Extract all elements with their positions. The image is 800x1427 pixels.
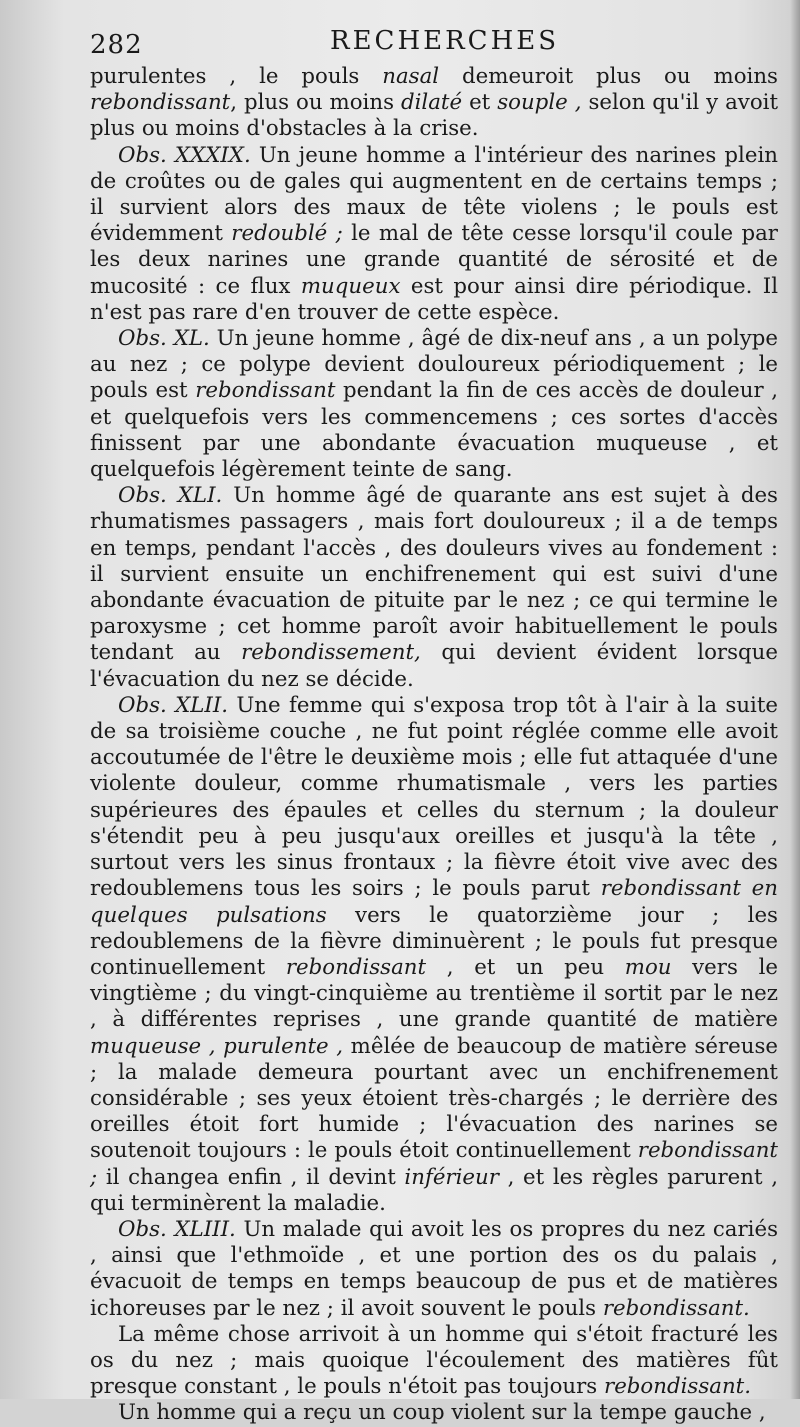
text-run: Un malade qui avoit les os propres du nez cariés , ainsi que l'ethmoïde , et une portion des os du palais , évacuoit de temps en temps beaucoup de pus et de matières ichoreuses par le nez ; il avoit souvent le pouls [90, 1216, 778, 1321]
text-run: , et les règles parurent , qui terminèrent la maladie. [90, 1164, 778, 1216]
observation-label: Obs. XXXIX. [118, 142, 251, 168]
paragraph-obs-xlii [90, 693, 778, 1217]
page-number: 282 [90, 30, 143, 60]
paragraph-obs-xliii [90, 1217, 778, 1322]
italic-term: nasal [382, 64, 440, 89]
text-run: , et un peu [426, 954, 625, 980]
italic-term: rebondissant. [604, 1374, 752, 1400]
paragraph-same-thing [90, 1322, 778, 1401]
text-run: vers le quatorzième jour ; les redoublemens de la fièvre diminuèrent ; le pouls fut presque continuellement [90, 902, 778, 980]
italic-term: rebondissant. [602, 1295, 750, 1321]
italic-term: rebondissant [285, 954, 427, 980]
paragraph-obs-xl [90, 326, 778, 483]
observation-label: Obs. XLII. [118, 692, 229, 718]
italic-term: rebondissant [90, 90, 231, 116]
text-run: selon qu'il y avoit plus ou moins d'obstacles à la crise. [90, 90, 779, 142]
running-head [90, 22, 772, 62]
paragraph-obs-xli [90, 483, 778, 693]
italic-term: rebondissant ; [90, 1138, 778, 1190]
text-run: purulentes , le pouls [90, 64, 383, 89]
text-run: demeuroit plus ou moins [439, 64, 778, 89]
text-run: il changea enfin , il devint [97, 1164, 405, 1190]
italic-term: muqueuse , purulente , [90, 1033, 344, 1059]
text-run: Une femme qui s'exposa trop tôt à l'air à la suite de sa troisième couche , ne fut point réglée comme elle avoit accoutumée de l'être le deuxième mois ; elle fut attaquée d'une violente douleur, comme rhumatismale , vers les parties supérieures des épaules et celles du sternum ; la douleur s'étendit peu à peu jusqu'aux oreilles et jusqu'à la tête , surtout vers les sinus frontaux ; la fièvre étoit vive avec des redoublemens tous les soirs ; le pouls parut [90, 692, 779, 902]
observation-label: Obs. XLI. [118, 483, 223, 509]
text-run: , plus ou moins [230, 90, 401, 116]
text-run: le mal de tête cesse lorsqu'il coule par les deux narines une grande quantité de sérosité et de mucosité : ce flux [90, 221, 778, 299]
text-run: Un homme qui a reçu un coup violent sur la tempe gauche , [118, 1400, 766, 1426]
observation-label: Obs. XL. [118, 326, 210, 352]
italic-term: inférieur [404, 1164, 499, 1190]
italic-term: muqueux [300, 273, 401, 299]
italic-term: souple , [497, 90, 582, 116]
text-run: mêlée de beaucoup de matière séreuse ; la malade demeura pourtant avec un enchifrenement considérable ; ses yeux étoient très-chargés ; le derrière des oreilles étoit fort humide ; l'évacuation des narines se soutenoit toujours : le pouls étoit continuellement [90, 1033, 778, 1164]
text-run: et [462, 90, 498, 116]
text-run: qui devient évident lorsque l'évacuation du nez se décide. [90, 640, 778, 692]
text-run: Un jeune homme , âgé de dix-neuf ans , a un polype au nez ; ce polype devient douloureux périodiquement ; le pouls est [90, 326, 778, 404]
italic-term: mou [624, 954, 672, 980]
italic-term: rebondissement, [241, 640, 421, 666]
text-run: est pour ainsi dire périodique. Il n'est pas rare d'en trouver de cette espèce. [90, 273, 778, 325]
text-run: Un jeune homme a l'intérieur des narines plein de croûtes ou de gales qui augmentent en de certains temps ; il survient alors des maux de tête violens ; le pouls est évidemment [90, 142, 778, 247]
running-title: RECHERCHES [330, 26, 560, 56]
text-run: vers le vingtième ; du vingt-cinquième au trentième il sortit par le nez , à différentes reprises , une grande quantité de matière [90, 954, 778, 1033]
text-run: Un homme âgé de quarante ans est sujet à des rhumatismes passagers , mais fort douloureux ; il a de temps en temps, pendant l'accès , des douleurs vives au fondement : il survient ensuite un enchifrenement qui est suivi d'une abondante évacuation de pituite par le nez ; ce qui termine le paroxysme ; cet homme paroît avoir habituellement le pouls tendant au [90, 483, 778, 666]
text-run: pendant la fin de ces accès de douleur , et quelquefois vers les commencemens ; ces sortes d'accès finissent par une abondante évacuation muqueuse , et quelquefois légèrement teinte de sang. [90, 378, 778, 483]
paragraph-next-case [90, 1400, 778, 1426]
body-text [90, 64, 778, 1427]
italic-term: redoublé ; [231, 221, 343, 247]
text-run: La même chose arrivoit à un homme qui s'étoit fracturé les os du nez ; mais quoique l'écoulement des matières fût presque constant , le pouls n'étoit pas toujours [90, 1321, 778, 1400]
italic-term: dilaté [400, 90, 463, 116]
paragraph-continuation [90, 64, 778, 143]
italic-term: rebondissant [195, 378, 336, 404]
italic-term: rebondissant en quelques pulsations [90, 876, 778, 928]
paragraph-obs-xxxix [90, 143, 778, 326]
observation-label: Obs. XLIII. [118, 1216, 236, 1242]
